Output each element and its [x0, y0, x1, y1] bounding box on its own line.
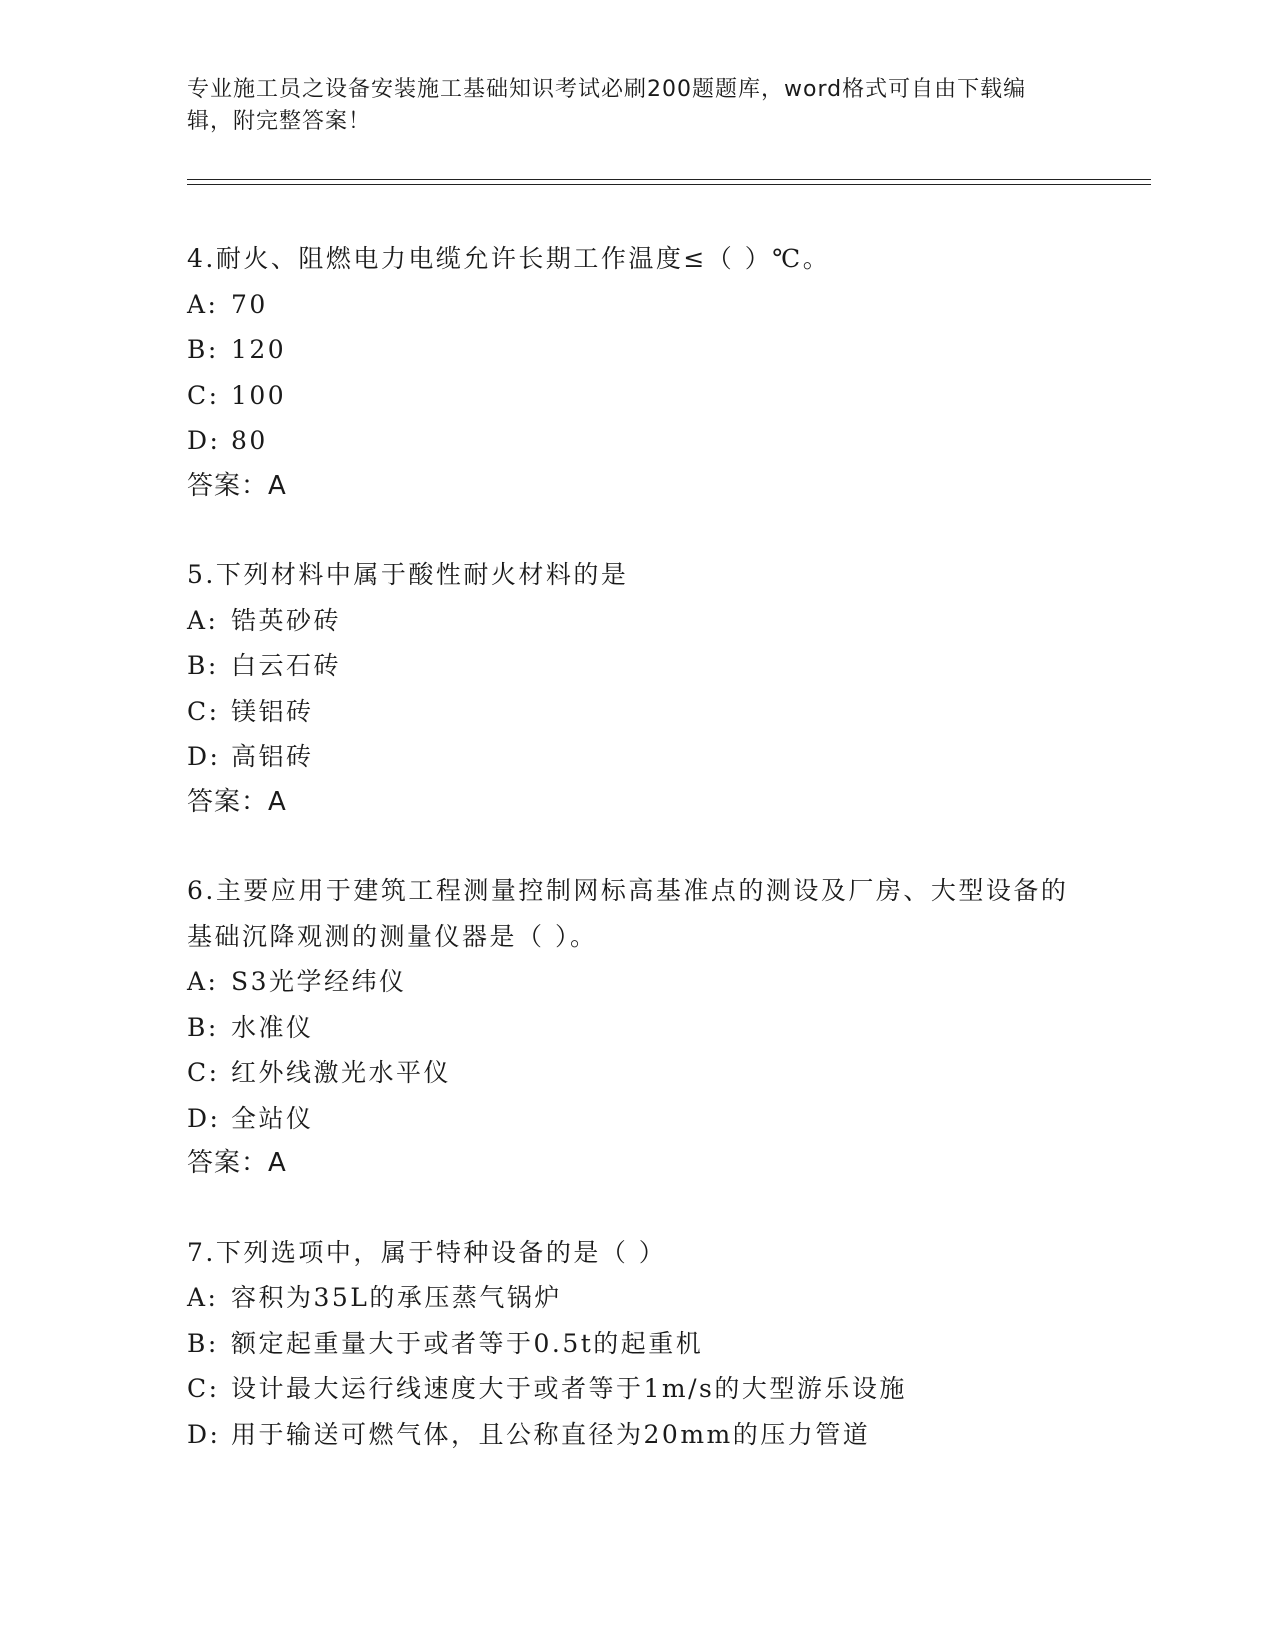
question-stem: 6.主要应用于建筑工程测量控制网标高基准点的测设及厂房、大型设备的基础沉降观测的测量仪器是（ ）。 — [187, 876, 1069, 951]
option-key: A: — [187, 1283, 219, 1312]
option-text: 红外线激光水平仪 — [231, 1058, 452, 1087]
option-c — [187, 1050, 1087, 1096]
option-b — [187, 1005, 1087, 1051]
option-a — [187, 598, 1087, 644]
option-c — [187, 1366, 1087, 1412]
question-list — [187, 236, 1087, 1500]
option-c — [187, 689, 1087, 735]
question-4 — [187, 236, 1087, 509]
option-text: 镁铝砖 — [231, 696, 314, 726]
option-text: 水准仪 — [231, 1012, 314, 1042]
option-b — [187, 643, 1087, 689]
option-key: D: — [187, 426, 221, 455]
option-d — [187, 418, 1087, 464]
option-a — [187, 282, 1087, 328]
option-text: 100 — [231, 380, 287, 410]
option-key: A: — [187, 605, 219, 635]
option-text: 120 — [231, 335, 287, 364]
option-text: 全站仪 — [231, 1103, 314, 1133]
option-text: 容积为35L的承压蒸气锅炉 — [231, 1283, 562, 1312]
header-divider-bottom — [187, 184, 1151, 185]
option-key: A: — [187, 967, 219, 996]
question-stem: 7.下列选项中，属于特种设备的是（ ） — [187, 1237, 667, 1267]
option-text: 用于输送可燃气体，且公称直径为20mm的压力管道 — [231, 1419, 871, 1449]
option-text: 锆英砂砖 — [231, 605, 342, 635]
option-b — [187, 327, 1087, 373]
option-key: C: — [187, 696, 220, 726]
option-text: 设计最大运行线速度大于或者等于1m/s的大型游乐设施 — [231, 1374, 907, 1403]
question-6 — [187, 868, 1087, 1187]
option-key: C: — [187, 380, 220, 410]
option-a — [187, 959, 1087, 1005]
option-a — [187, 1275, 1087, 1321]
option-text: S3光学经纬仪 — [231, 967, 407, 996]
option-key: B: — [187, 335, 219, 364]
option-d — [187, 1412, 1087, 1458]
option-key: B: — [187, 1012, 219, 1042]
answer-line: 答案：A — [187, 1148, 287, 1178]
option-key: C: — [187, 1058, 220, 1087]
option-key: D: — [187, 1103, 221, 1133]
option-key: C: — [187, 1374, 220, 1403]
option-text: 额定起重量大于或者等于0.5t的起重机 — [231, 1328, 704, 1358]
answer-line: 答案：A — [187, 470, 287, 501]
option-text: 70 — [231, 289, 268, 319]
answer-line: 答案：A — [187, 786, 287, 817]
option-key: A: — [187, 289, 219, 319]
option-b — [187, 1321, 1087, 1367]
option-text: 白云石砖 — [231, 651, 342, 680]
option-key: B: — [187, 651, 219, 680]
question-7 — [187, 1230, 1087, 1458]
option-c — [187, 373, 1087, 419]
option-key: D: — [187, 742, 221, 771]
option-d — [187, 734, 1087, 780]
option-key: D: — [187, 1419, 221, 1449]
question-stem: 4.耐火、阻燃电力电缆允许长期工作温度≤（ ）℃。 — [187, 244, 831, 273]
header-divider-top — [187, 179, 1151, 180]
option-d — [187, 1096, 1087, 1142]
option-key: B: — [187, 1328, 219, 1358]
option-text: 高铝砖 — [231, 742, 314, 771]
question-5 — [187, 552, 1087, 825]
document-header — [187, 74, 1067, 138]
question-stem: 5.下列材料中属于酸性耐火材料的是 — [187, 560, 629, 589]
header-title: 专业施工员之设备安装施工基础知识考试必刷200题题库，word格式可自由下载编辑，附完整答案！ — [187, 77, 1027, 134]
option-text: 80 — [231, 426, 268, 455]
